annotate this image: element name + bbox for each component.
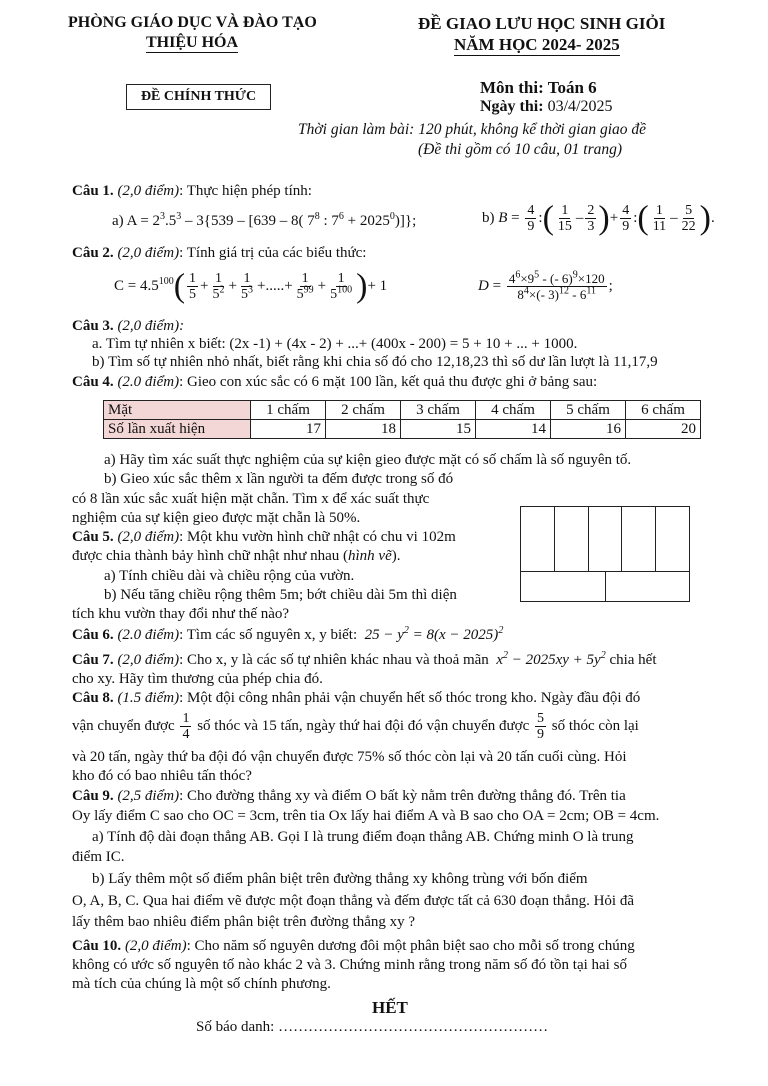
table-cell: 3 chấm <box>401 401 476 420</box>
q9a-line-1: a) Tính độ dài đoạn thẳng AB. Gọi I là trung điểm đoạn thẳng AB. Chứng minh O là trung <box>92 829 634 845</box>
q9-label: Câu 9. <box>72 788 114 804</box>
table-cell: 5 chấm <box>551 401 626 420</box>
q4-points: (2.0 điểm) <box>117 374 180 390</box>
q2-expression-c: $C = 4.5^{100}$( $\frac{1}{5}$ + $\frac{1}{5^2}$ + $\frac{1}{5^3}$ +.....+ $\frac{1}{5^{99}}$ + $\frac{1}{5^{100}}$ )+ 1 <box>114 267 388 305</box>
district-name: THIỆU HÓA <box>146 34 239 51</box>
pages-note: (Đề thi gồm có 10 câu, 01 trang) <box>418 141 623 158</box>
table-row <box>104 420 701 439</box>
q4-task: : Gieo con xúc sắc có 6 mặt 100 lần, kết quả thu được ghi ở bảng sau: <box>179 374 598 390</box>
garden-divider <box>588 507 589 571</box>
q5-task-2: được chia thành bảy hình chữ nhật như nhau (hình vẽ). <box>72 548 401 564</box>
q2-heading <box>72 244 366 262</box>
q1-label: Câu 1. <box>72 183 114 199</box>
table-row <box>104 401 701 420</box>
q8-heading <box>72 689 640 707</box>
q6-equation: $25 - y^2 = 8(x - 2025)^2$ <box>360 625 504 643</box>
q9a-line-2: điểm IC. <box>72 849 125 865</box>
table-row-header: Mặt <box>104 401 251 420</box>
q2-points: (2,0 điểm) <box>117 245 180 261</box>
q9-points: (2,5 điểm) <box>117 788 180 804</box>
q7-heading <box>72 651 657 669</box>
q5b-text-2: tích khu vườn thay đổi như thế nào? <box>72 606 290 622</box>
exam-date-value: 03/4/2025 <box>547 98 613 115</box>
table-cell: 15 <box>401 420 476 439</box>
q4a-text: a) Hãy tìm xác suất thực nghiệm của sự kiện gieo được mặt có số chấm là số nguyên tố. <box>104 452 632 468</box>
q6-heading <box>72 626 503 644</box>
q9b-line-1: b) Lấy thêm một số điểm phân biệt trên đường thẳng xy không trùng với bốn điểm <box>92 871 588 887</box>
q3-label: Câu 3. <box>72 318 114 334</box>
q10-line-2: không có ước số nguyên tố nào khác 2 và 3. Chứng minh rằng trong năm số đó tồn tại hai số <box>72 957 627 973</box>
q3b-text: b) Tìm số tự nhiên nhỏ nhất, biết rằng khi chia số đó cho 12,18,23 thì số dư lần lượt là 11,17,9 <box>92 354 658 370</box>
q6-label: Câu 6. <box>72 627 114 643</box>
q5-task-1: : Một khu vườn hình chữ nhật có chu vi 102m <box>179 529 456 545</box>
official-exam-box: ĐỀ CHÍNH THỨC <box>126 84 271 110</box>
q9b-line-3: lấy thêm bao nhiêu điểm phân biệt trên đường thẳng xy ? <box>72 914 416 930</box>
dice-results-table <box>103 400 701 439</box>
table-cell: 1 chấm <box>251 401 326 420</box>
q10-heading <box>72 937 635 955</box>
q3-points: (2,0 điểm): <box>117 318 185 334</box>
q10-label: Câu 10. <box>72 938 122 954</box>
q10-line-3: mà tích của chúng là một số chính phương. <box>72 976 331 992</box>
q8-line-1: : Một đội công nhân phải vận chuyển hết số thóc trong kho. Ngày đầu đội đó <box>179 690 641 706</box>
subject-label: Môn thi: Toán 6 <box>480 78 597 97</box>
table-cell: 18 <box>326 420 401 439</box>
table-cell: 14 <box>476 420 551 439</box>
q8-line-4: kho đó có bao nhiêu tấn thóc? <box>72 768 252 784</box>
exam-date-label: Ngày thi: <box>480 98 544 115</box>
department-name: PHÒNG GIÁO DỤC VÀ ĐÀO TẠO <box>68 14 317 31</box>
q8-label: Câu 8. <box>72 690 114 706</box>
q7-task-end: chia hết <box>609 652 657 668</box>
q6-task: : Tìm các số nguyên x, y biết: <box>179 627 358 643</box>
q7-expression: $x^2 - 2025xy + 5y^2$ <box>492 650 606 668</box>
q7-label: Câu 7. <box>72 652 114 668</box>
q2-expression-d: D = $\frac{4^6\times 9^5 - (- 6)^9\times 120}{8^4\times(- 3)^{12} - 6^{11}}$ ; <box>478 269 613 303</box>
q3a-text: a. Tìm tự nhiên x biết: (2x -1) + (4x - 2) + ...+ (400x - 200) = 5 + 10 + ... + 1000. <box>92 336 578 352</box>
end-marker: HẾT <box>372 998 408 1017</box>
q4-label: Câu 4. <box>72 374 114 390</box>
table-row-header: Số lần xuất hiện <box>104 420 251 439</box>
q4-heading <box>72 373 597 391</box>
q9b-line-2: O, A, B, C. Qua hai điểm vẽ được một đoạn thẳng và đếm được tất cả 630 đoạn thẳng. Hỏi đã <box>72 893 635 909</box>
q1b-expression: b) B = $\frac{4}{9}$ :( $\frac{1}{15}$ – $\frac{2}{3}$ )+ $\frac{4}{9}$ :( $\frac{1}{11}$ – $\frac{5}{22}$ ). <box>482 199 715 237</box>
q5-label: Câu 5. <box>72 529 114 545</box>
exam-date <box>480 98 612 116</box>
q1a-expression: a) $A = 2^3.5^3 - 3\{539 - [639 - 8$( $7^8$ : $7^6 + 2025^0$)]}; <box>112 211 417 229</box>
q9-line-1: : Cho đường thẳng xy và điểm O bất kỳ nằm trên đường thẳng đó. Trên tia <box>179 788 626 804</box>
q5-heading <box>72 528 456 546</box>
exam-title: ĐỀ GIAO LƯU HỌC SINH GIỎI <box>418 14 666 33</box>
garden-diagram <box>520 506 690 602</box>
candidate-number-field: Số báo danh: ……………………………………………… <box>196 1019 549 1035</box>
q4b-text-2: có 8 lần xúc sắc xuất hiện mặt chẵn. Tìm x để xác suất thực <box>72 491 430 507</box>
table-cell: 16 <box>551 420 626 439</box>
q5a-text: a) Tính chiều dài và chiều rộng của vườn. <box>104 568 355 584</box>
q9-line-2: Oy lấy điểm C sao cho OC = 3cm, trên tia Ox lấy hai điểm A và B sao cho OA = 2cm; OB = 4cm. <box>72 808 660 824</box>
q7-task-2: cho xy. Hãy tìm thương của phép chia đó. <box>72 671 323 687</box>
garden-divider <box>554 507 555 571</box>
q4b-text-1: b) Gieo xúc sắc thêm x lần người ta đếm được trong số đó <box>104 471 454 487</box>
q8-line-2: vận chuyển được $\frac{1}{4}$ số thóc và 15 tấn, ngày thứ hai đội đó vận chuyển được $\frac{5}{9}$ số thóc còn lại <box>72 711 639 743</box>
q2-task: : Tính giá trị của các biểu thức: <box>179 245 367 261</box>
table-cell: 6 chấm <box>626 401 701 420</box>
q1-task: : Thực hiện phép tính: <box>179 183 312 199</box>
q10-points: (2,0 điểm) <box>124 938 187 954</box>
q5b-text-1: b) Nếu tăng chiều rộng thêm 5m; bớt chiều dài 5m thì diện <box>104 587 457 603</box>
q2-label: Câu 2. <box>72 245 114 261</box>
q6-points: (2.0 điểm) <box>117 627 180 643</box>
q3-heading <box>72 317 184 335</box>
q5-points: (2,0 điểm) <box>117 529 180 545</box>
q8-points: (1.5 điểm) <box>117 690 180 706</box>
q4b-text-3: nghiệm của sự kiện gieo được mặt chẵn là 50%. <box>72 510 361 526</box>
q10-line-1: : Cho năm số nguyên dương đôi một phân biệt sao cho mỗi số trong chúng <box>186 938 635 954</box>
garden-divider <box>655 507 656 571</box>
q7-points: (2,0 điểm) <box>117 652 180 668</box>
school-year: NĂM HỌC 2024- 2025 <box>454 35 620 54</box>
table-cell: 20 <box>626 420 701 439</box>
q1-heading <box>72 182 312 200</box>
q8-line-3: và 20 tấn, ngày thứ ba đội đó vận chuyển được 75% số thóc còn lại và 20 tấn cuối cùng. Hỏi <box>72 749 627 765</box>
table-cell: 4 chấm <box>476 401 551 420</box>
q9-heading <box>72 787 626 805</box>
q7-task-1: : Cho x, y là các số tự nhiên khác nhau và thoả mãn <box>179 652 489 668</box>
table-cell: 17 <box>251 420 326 439</box>
q1-points: (2,0 điểm) <box>117 183 180 199</box>
garden-divider <box>605 571 606 601</box>
garden-divider <box>621 507 622 571</box>
time-note: Thời gian làm bài: 120 phút, không kể thời gian giao đề <box>298 121 647 138</box>
table-cell: 2 chấm <box>326 401 401 420</box>
